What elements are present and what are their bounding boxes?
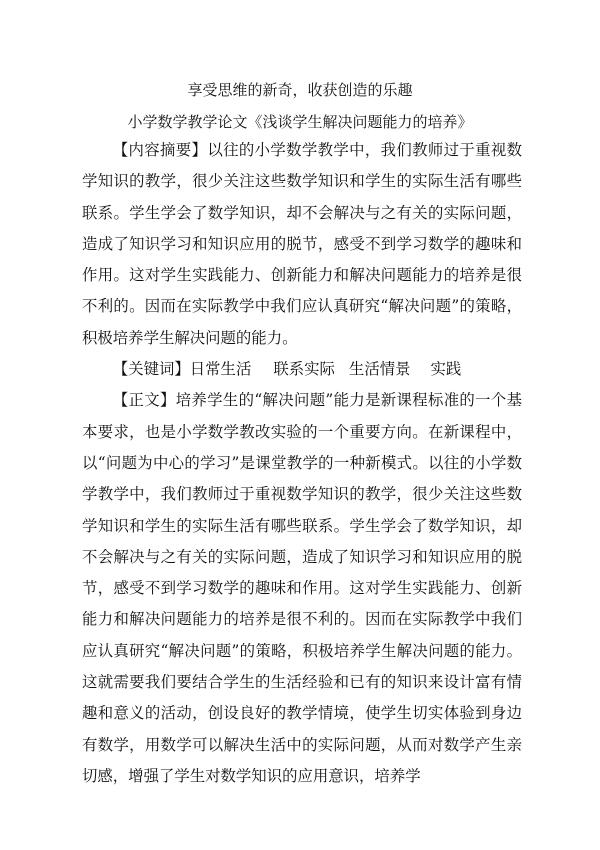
abstract-text: 以往的小学数学教学中，我们教师过于重视数学知识的教学，很少关注这些数学知识和学生的实际生活有哪些联系。学生学会了数学知识，却不会解决与之有关的实际问题，造成了知识学习和知识应用的脱节，感受不到学习数学的趣味和作用。这对学生实践能力、创新能力和解决问题能力的培养是很不利的。因而在实际教学中我们应认真研究“解决问题”的策略，积极培养学生解决问题的能力。 [82,141,522,347]
document-title: 享受思维的新奇，收获创造的乐趣 [187,81,413,99]
keyword-item: 日常生活 [189,360,252,379]
keywords-label: 【关键词】 [112,360,190,379]
main-text-label: 【正文】 [112,391,176,410]
abstract-label: 【内容摘要】 [112,141,208,159]
document-subtitle: 小学数学教学论文《浅谈学生解决问题能力的培养》 [127,113,473,131]
keyword-item: 生活情景 [348,360,411,379]
keyword-item: 实践 [430,360,462,379]
abstract-paragraph [82,135,522,354]
keyword-item: 联系实际 [273,360,335,379]
main-text-paragraph [82,385,522,792]
keywords-paragraph [82,354,522,385]
document-body [82,135,522,792]
main-text-body: 培养学生的“解决问题”能力是新课程标准的一个基本要求，也是小学数学教改实验的一个重要方向。在新课程中，以“问题为中心的学习”是课堂教学的一种新模式。以往的小学数学教学中，我们教师过于重视数学知识的教学，很少关注这些数学知识和学生的实际生活有哪些联系。学生学会了数学知识，却不会解决与之有关的实际问题，造成了知识学习和知识应用的脱节，感受不到学习数学的趣味和作用。这对学生实践能力、创新能力和解决问题能力的培养是很不利的。因而在实际教学中我们应认真研究“解决问题”的策略，积极培养学生解决问题的能力。这就需要我们要结合学生的生活经验和已有的知识来设计富有情趣和意义的活动，创设良好的教学情境，使学生切实体验到身边有数学，用数学可以解决生活中的实际问题，从而对数学产生亲切感，增强了学生对数学知识的应用意识，培养学 [82,391,522,785]
